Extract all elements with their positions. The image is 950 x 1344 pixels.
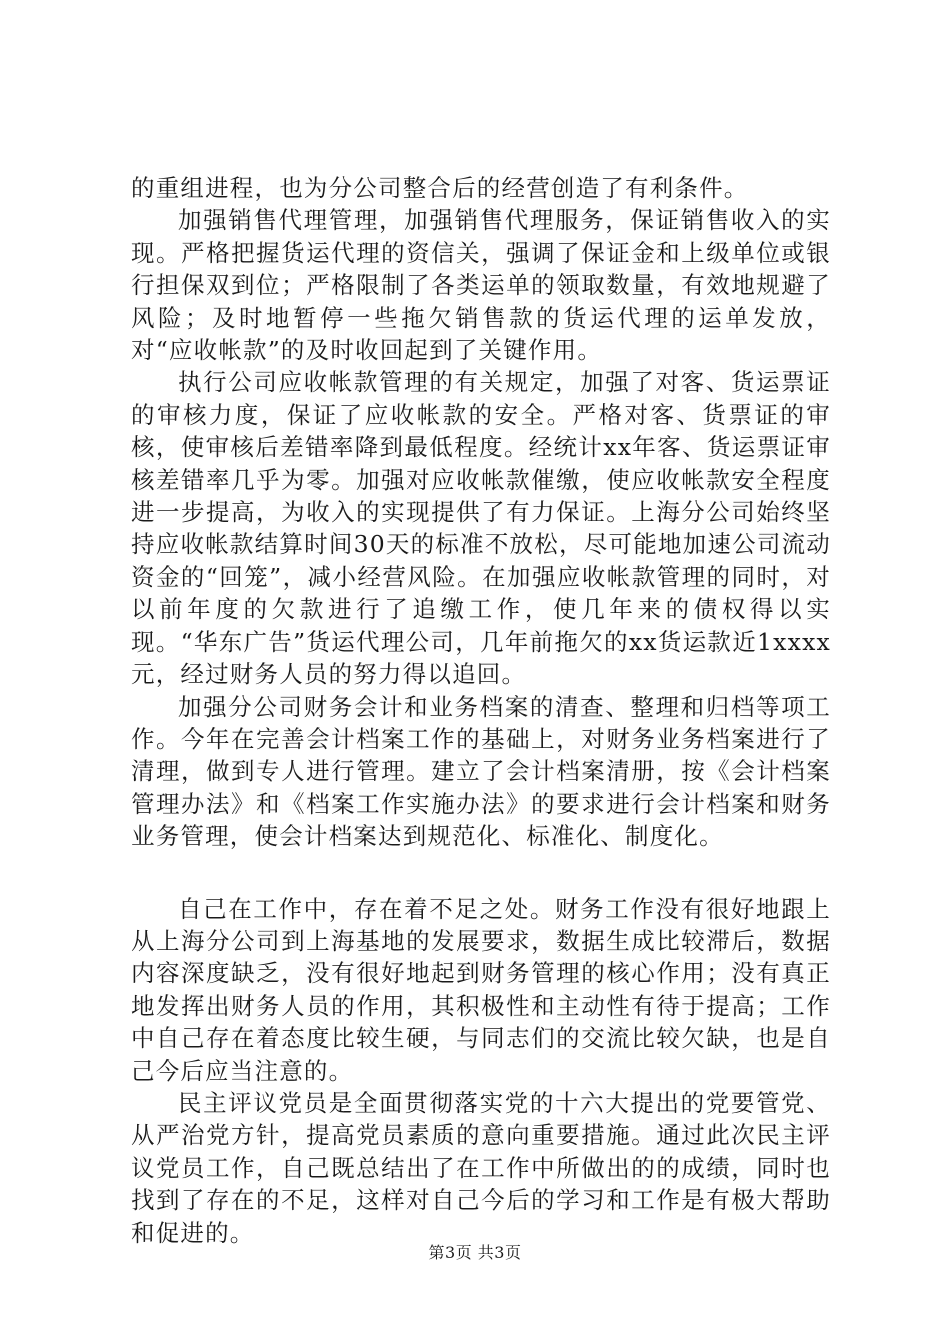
paragraph-continuation: 的重组进程，也为分公司整合后的经营创造了有利条件。 xyxy=(131,174,749,202)
page-number-footer: 第3页 共3页 xyxy=(428,1243,522,1262)
paragraph-conclusion: 民主评议党员是全面贯彻落实党的十六大提出的党要管党、从严治党方针，提高党员素质的意向重要措施。通过此次民主评议党员工作，自己既总结出了在工作中所做出的的成绩，同时也找到了存在的不足，这样对自己今后的学习和工作是有极大帮助和促进的。 xyxy=(131,1088,831,1247)
paragraph-shortcomings: 自己在工作中，存在着不足之处。财务工作没有很好地跟上从上海分公司到上海基地的发展要求，数据生成比较滞后，数据内容深度缺乏，没有很好地起到财务管理的核心作用；没有真正地发挥出财务人员的作用，其积极性和主动性有待于提高；工作中自己存在着态度比较生硬，与同志们的交流比较欠缺，也是自己今后应当注意的。 xyxy=(131,894,831,1085)
paragraph-receivables: 执行公司应收帐款管理的有关规定，加强了对客、货运票证的审核力度，保证了应收帐款的安全。严格对客、货票证的审核，使审核后差错率降到最低程度。经统计xx年客、货运票证审核差错率几乎为零。加强对应收帐款催缴，使应收帐款安全程度进一步提高，为收入的实现提供了有力保证。上海分公司始终坚持应收帐款结算时间30天的标准不放松，尽可能地加速公司流动资金的“回笼”，减小经营风险。在加强应收帐款管理的同时，对以前年度的欠款进行了追缴工作，使几年来的债权得以实现。“华东广告”货运代理公司，几年前拖欠的xx货运款近1xxxx元，经过财务人员的努力得以追回。 xyxy=(131,368,831,689)
paragraph-archives: 加强分公司财务会计和业务档案的清查、整理和归档等项工作。今年在完善会计档案工作的基础上，对财务业务档案进行了清理，做到专人进行管理。建立了会计档案清册，按《会计档案管理办法》和《档案工作实施办法》的要求进行会计档案和财务业务管理，使会计档案达到规范化、标准化、制度化。 xyxy=(131,692,831,851)
paragraph-sales-agency: 加强销售代理管理，加强销售代理服务，保证销售收入的实现。严格把握货运代理的资信关，强调了保证金和上级单位或银行担保双到位；严格限制了各类运单的领取数量，有效地规避了风险；及时地暂停一些拖欠销售款的货运代理的运单发放，对“应收帐款”的及时收回起到了关键作用。 xyxy=(131,206,831,365)
document-body xyxy=(131,172,831,1249)
